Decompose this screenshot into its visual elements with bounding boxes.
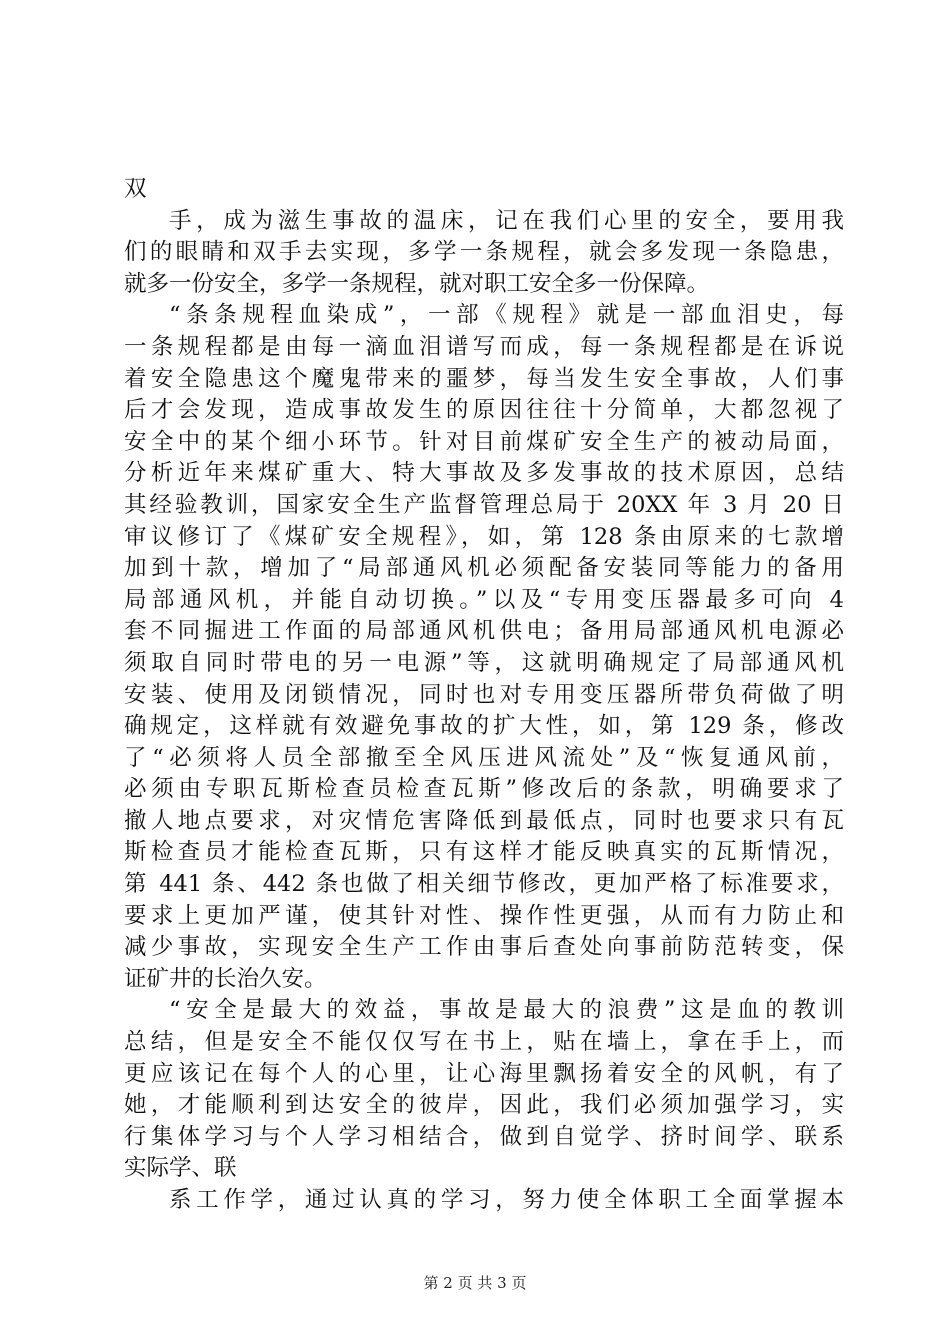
text-line: 系工作学，通过认真的学习，努力使全体职工全面掌握本 (169, 1187, 844, 1213)
page-number-footer: 第 2 页 共 3 页 (423, 1274, 527, 1292)
text-line: 撤人地点要求，对灾情危害降低到最低点，同时也要求只有瓦 (124, 807, 844, 834)
text-line: 分析近年来煤矿重大、特大事故及多发事故的技术原因，总结 (124, 460, 844, 487)
text-line: 审议修订了《煤矿安全规程》，如，第 128 条由原来的七款增 (124, 523, 844, 550)
text-line: 须取自同时带电的另一电源”等，这就明确规定了局部通风机 (124, 649, 844, 676)
text-line: 局部通风机，并能自动切换。”以及“专用变压器最多可向 4 (124, 586, 844, 613)
text-line: 证矿井的长治久安。 (124, 965, 327, 992)
text-line: “条条规程血染成”，一部《规程》就是一部血泪史，每 (169, 302, 844, 329)
text-line: 加到十款，增加了“局部通风机必须配备安装同等能力的备用 (124, 555, 844, 582)
text-line: 其经验教训，国家安全生产监督管理总局于 20XX 年 3 月 20 日 (124, 491, 844, 518)
text-line: 减少事故，实现安全生产工作由事后查处向事前防范转变，保 (124, 934, 844, 961)
text-line: 了“必须将人员全部撤至全风压进风流处”及“恢复通风前， (124, 744, 844, 771)
text-line: “安全是最大的效益，事故是最大的浪费”这是血的教训 (169, 997, 844, 1024)
text-line: 总结，但是安全不能仅仅写在书上，贴在墙上，拿在手上，而 (124, 1029, 844, 1056)
text-line: 实际学、联 (124, 1155, 237, 1182)
text-line: 安装、使用及闭锁情况，同时也对专用变压器所带负荷做了明 (124, 681, 844, 708)
text-line: 安全中的某个细小环节。针对目前煤矿安全生产的被动局面， (124, 428, 844, 455)
text-line: 第 441 条、442 条也做了相关细节修改，更加严格了标准要求， (124, 871, 844, 898)
text-line: 着安全隐患这个魔鬼带来的噩梦，每当发生安全事故，人们事 (124, 365, 844, 392)
text-line: 确规定，这样就有效避免事故的扩大性，如，第 129 条，修改 (124, 713, 844, 740)
text-line: 套不同掘进工作面的局部通风机供电；备用局部通风机电源必 (124, 618, 844, 645)
text-line: 行集体学习与个人学习相结合，做到自觉学、挤时间学、联系 (124, 1123, 844, 1150)
text-line: 她，才能顺利到达安全的彼岸，因此，我们必须加强学习，实 (124, 1092, 844, 1119)
text-line: 要求上更加严谨，使其针对性、操作性更强，从而有力防止和 (124, 902, 844, 929)
text-line: 一条规程都是由每一滴血泪谱写而成，每一条规程都是在诉说 (124, 333, 844, 360)
document-body (124, 174, 844, 1217)
text-line: 更应该记在每个人的心里，让心海里飘扬着安全的风帆，有了 (124, 1060, 844, 1087)
text-line: 斯检查员才能检查瓦斯，只有这样才能反映真实的瓦斯情况， (124, 839, 844, 866)
text-line: 必须由专职瓦斯检查员检查瓦斯”修改后的条款，明确要求了 (124, 776, 844, 803)
text-line: 们的眼睛和双手去实现，多学一条规程，就会多发现一条隐患， (124, 239, 844, 266)
text-line: 手，成为滋生事故的温床，记在我们心里的安全，要用我 (169, 207, 844, 234)
text-line: 双 (124, 176, 147, 202)
text-line: 后才会发现，造成事故发生的原因往往十分简单，大都忽视了 (124, 397, 844, 424)
text-line: 就多一份安全，多学一条规程，就对职工安全多一份保障。 (124, 270, 710, 297)
